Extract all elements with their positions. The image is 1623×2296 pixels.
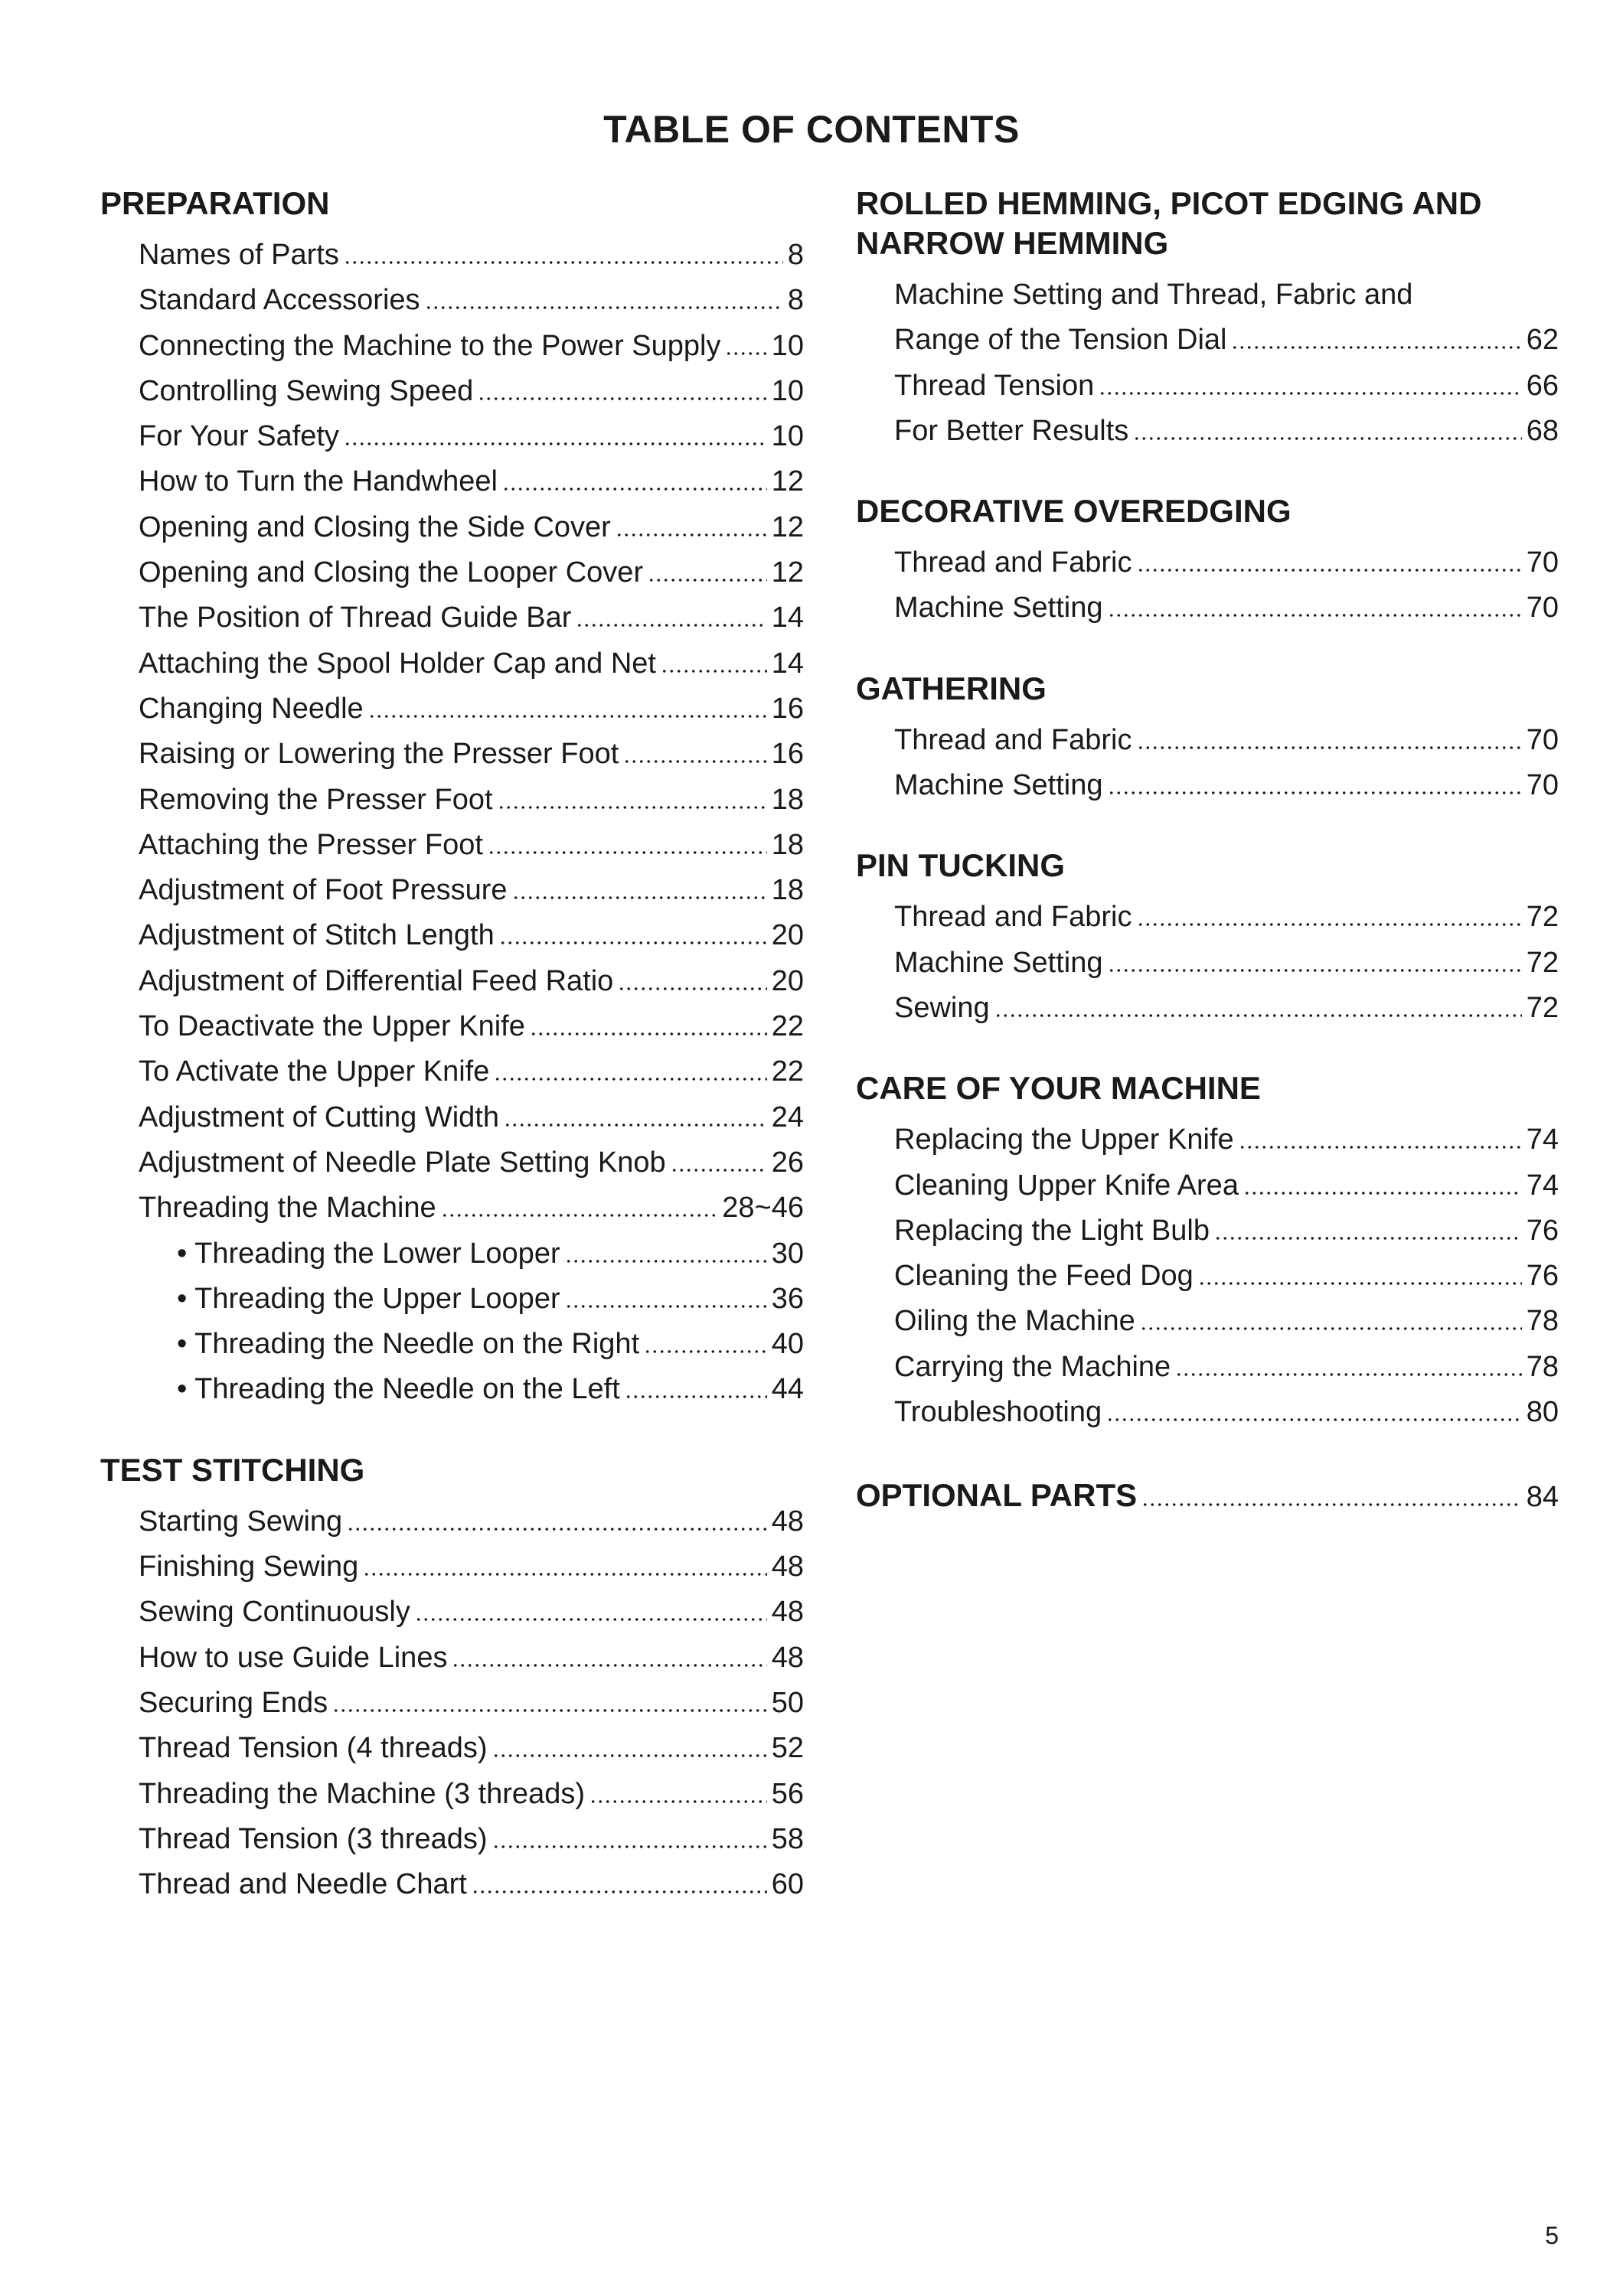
dot-leader bbox=[498, 806, 767, 809]
toc-entry-label: Machine Setting bbox=[894, 946, 1103, 979]
toc-entry-label: Starting Sewing bbox=[139, 1505, 343, 1538]
toc-entry-page: 48 bbox=[771, 1596, 804, 1629]
toc-entry[interactable] bbox=[139, 1544, 804, 1590]
toc-entry-page: 74 bbox=[1526, 1169, 1559, 1202]
toc-entry-page: 70 bbox=[1526, 546, 1559, 579]
toc-entry-label: Raising or Lowering the Presser Foot bbox=[139, 738, 619, 771]
toc-entry[interactable] bbox=[139, 1140, 804, 1186]
section-heading: ROLLED HEMMING, PICOT EDGING AND NARROW HEMMING bbox=[856, 185, 1482, 261]
toc-entry-page: 48 bbox=[771, 1551, 804, 1583]
toc-entry-page: 66 bbox=[1526, 369, 1559, 402]
toc-entry-page: 58 bbox=[771, 1822, 804, 1855]
toc-entry-label: Sewing bbox=[894, 991, 990, 1024]
toc-entry[interactable] bbox=[894, 1299, 1559, 1344]
toc-entry-label: Opening and Closing the Side Cover bbox=[139, 510, 611, 543]
toc-entry[interactable] bbox=[139, 641, 804, 687]
toc-entry-page: 10 bbox=[771, 329, 804, 362]
toc-entry[interactable] bbox=[139, 1862, 804, 1907]
toc-entry-label: • Threading the Lower Looper bbox=[177, 1237, 560, 1270]
section-heading: PREPARATION bbox=[100, 185, 330, 221]
toc-entry-page: 18 bbox=[771, 874, 804, 907]
toc-entry[interactable] bbox=[139, 1499, 804, 1544]
toc-entry-page: 68 bbox=[1526, 414, 1559, 447]
toc-section-gathering bbox=[856, 669, 1559, 809]
toc-entry-label: The Position of Thread Guide Bar bbox=[139, 602, 572, 634]
right-column bbox=[856, 184, 1559, 1518]
toc-entry-label: How to use Guide Lines bbox=[139, 1641, 448, 1674]
section-heading: DECORATIVE OVEREDGING bbox=[856, 493, 1292, 530]
toc-entry-page: 36 bbox=[771, 1282, 804, 1315]
toc-entry-page: 78 bbox=[1526, 1350, 1559, 1383]
toc-section-decorative-overedging bbox=[856, 491, 1559, 631]
toc-entry-label: OPTIONAL PARTS bbox=[856, 1477, 1138, 1514]
toc-entry-label: Thread and Fabric bbox=[894, 901, 1132, 934]
toc-entry[interactable] bbox=[139, 324, 804, 369]
toc-section-pin-tucking bbox=[856, 846, 1559, 1031]
toc-entry-label: Adjustment of Stitch Length bbox=[139, 919, 495, 952]
toc-entry-label: Attaching the Spool Holder Cap and Net bbox=[139, 647, 656, 680]
dot-leader bbox=[661, 670, 767, 673]
toc-entry-label: Adjustment of Needle Plate Setting Knob bbox=[139, 1146, 666, 1179]
toc-entry-label: • Threading the Needle on the Right bbox=[177, 1328, 640, 1361]
dot-leader bbox=[363, 1573, 766, 1576]
dot-leader bbox=[589, 1800, 767, 1803]
toc-entry-page: 44 bbox=[771, 1373, 804, 1406]
toc-entry-label: Thread Tension bbox=[894, 369, 1095, 402]
dot-leader bbox=[478, 397, 766, 400]
toc-entry-page: 18 bbox=[771, 828, 804, 861]
toc-entry[interactable] bbox=[139, 778, 804, 823]
toc-entry-page: 62 bbox=[1526, 324, 1559, 357]
toc-entry[interactable] bbox=[139, 1590, 804, 1635]
toc-entry[interactable] bbox=[894, 1163, 1559, 1208]
toc-entry-label: Opening and Closing the Looper Cover bbox=[139, 556, 644, 589]
dot-leader bbox=[504, 1124, 767, 1127]
dot-leader bbox=[1137, 569, 1522, 572]
toc-entry-label: To Deactivate the Upper Knife bbox=[139, 1010, 525, 1043]
toc-entry-page: 70 bbox=[1526, 592, 1559, 625]
dot-leader bbox=[1243, 1192, 1522, 1195]
toc-entry[interactable] bbox=[894, 763, 1559, 808]
dot-leader bbox=[441, 1214, 718, 1217]
toc-entry-page: 8 bbox=[787, 239, 804, 271]
toc-entry-label: Machine Setting bbox=[894, 769, 1103, 802]
dot-leader bbox=[530, 1032, 767, 1035]
toc-entry-label: Thread and Needle Chart bbox=[139, 1868, 467, 1901]
toc-entry-page: 70 bbox=[1526, 769, 1559, 802]
toc-entry-label: Removing the Presser Foot bbox=[139, 783, 493, 816]
toc-entry-label: How to Turn the Handwheel bbox=[139, 465, 498, 498]
dot-leader bbox=[368, 715, 767, 718]
toc-entry-page: 48 bbox=[771, 1505, 804, 1538]
toc-entry-page: 30 bbox=[771, 1237, 804, 1270]
toc-entry[interactable] bbox=[139, 823, 804, 868]
toc-entry-page: 78 bbox=[1526, 1305, 1559, 1338]
toc-entry-label: Adjustment of Cutting Width bbox=[139, 1101, 499, 1133]
dot-leader bbox=[648, 579, 767, 582]
dot-leader bbox=[494, 1078, 766, 1081]
toc-entry-label: For Your Safety bbox=[139, 420, 339, 453]
toc-entry-page: 72 bbox=[1526, 991, 1559, 1024]
dot-leader bbox=[1140, 1327, 1522, 1330]
dot-leader bbox=[332, 1709, 767, 1712]
toc-entry[interactable] bbox=[139, 550, 804, 595]
toc-entry-page: 28~46 bbox=[722, 1192, 804, 1225]
toc-entry-label: • Threading the Needle on the Left bbox=[177, 1373, 620, 1406]
toc-entry-label: Carrying the Machine bbox=[894, 1350, 1171, 1383]
toc-entry[interactable] bbox=[139, 414, 804, 459]
toc-entry-page: 26 bbox=[771, 1146, 804, 1179]
toc-entry[interactable] bbox=[139, 1186, 804, 1231]
toc-entry-page: 84 bbox=[1526, 1481, 1559, 1514]
dot-leader bbox=[344, 261, 783, 264]
dot-leader bbox=[1239, 1146, 1522, 1149]
toc-entry[interactable] bbox=[139, 732, 804, 777]
dot-leader bbox=[1137, 923, 1522, 926]
toc-entry[interactable] bbox=[139, 1726, 804, 1771]
toc-entry-label: To Activate the Upper Knife bbox=[139, 1055, 490, 1088]
toc-entry[interactable] bbox=[139, 505, 804, 550]
toc-entry[interactable] bbox=[139, 687, 804, 732]
toc-entry-label: Adjustment of Differential Feed Ratio bbox=[139, 964, 614, 997]
toc-entry-label: Securing Ends bbox=[139, 1686, 328, 1719]
toc-entry[interactable] bbox=[894, 986, 1559, 1031]
toc-entry-page: 10 bbox=[771, 374, 804, 407]
dot-leader bbox=[725, 352, 766, 355]
toc-entry[interactable] bbox=[894, 1254, 1559, 1299]
dot-leader bbox=[618, 987, 766, 990]
dot-leader bbox=[1133, 437, 1522, 440]
dot-leader bbox=[492, 1754, 767, 1757]
toc-entry-page: 8 bbox=[787, 284, 804, 317]
toc-entry-page: 16 bbox=[771, 738, 804, 771]
dot-leader bbox=[452, 1664, 766, 1667]
toc-entry[interactable] bbox=[894, 318, 1559, 363]
toc-entry-label: For Better Results bbox=[894, 414, 1129, 447]
toc-entry-page: 76 bbox=[1526, 1260, 1559, 1293]
toc-entry-page: 14 bbox=[771, 647, 804, 680]
toc-entry-page: 72 bbox=[1526, 901, 1559, 934]
dot-leader bbox=[1141, 1503, 1522, 1506]
toc-entry[interactable] bbox=[177, 1231, 804, 1277]
toc-entry[interactable] bbox=[139, 1095, 804, 1140]
toc-entry-page: 10 bbox=[771, 420, 804, 453]
dot-leader bbox=[492, 1845, 767, 1848]
toc-section-rolled-hemming-picot-edging-and-narrow-hemming bbox=[856, 184, 1559, 454]
toc-entry-label: Thread and Fabric bbox=[894, 546, 1132, 579]
dot-leader bbox=[616, 533, 767, 536]
toc-entry-page: 20 bbox=[771, 964, 804, 997]
toc-entry[interactable] bbox=[894, 1117, 1559, 1163]
dot-leader bbox=[623, 760, 766, 763]
dot-leader bbox=[565, 1260, 767, 1263]
toc-entry[interactable] bbox=[894, 718, 1559, 763]
dot-leader bbox=[1137, 746, 1522, 749]
toc-entry-page: 70 bbox=[1526, 723, 1559, 756]
toc-entry[interactable] bbox=[894, 585, 1559, 631]
toc-entry-label: Machine Setting and Thread, Fabric and bbox=[894, 279, 1413, 311]
toc-entry-page: 74 bbox=[1526, 1124, 1559, 1156]
section-heading: TEST STITCHING bbox=[100, 1451, 365, 1488]
toc-entry[interactable] bbox=[894, 364, 1559, 409]
dot-leader bbox=[671, 1169, 767, 1172]
section-heading: PIN TUCKING bbox=[856, 847, 1065, 884]
toc-entry[interactable] bbox=[177, 1367, 804, 1412]
dot-leader bbox=[1175, 1373, 1522, 1376]
dot-leader bbox=[1231, 346, 1521, 349]
toc-entry[interactable] bbox=[139, 1772, 804, 1817]
toc-entry-label: Controlling Sewing Speed bbox=[139, 374, 474, 407]
page-title: TABLE OF CONTENTS bbox=[603, 108, 1020, 151]
dot-leader bbox=[1214, 1237, 1522, 1240]
toc-entry[interactable] bbox=[894, 1345, 1559, 1390]
dot-leader bbox=[1108, 791, 1522, 794]
toc-entry-label: Cleaning the Feed Dog bbox=[894, 1260, 1194, 1293]
toc-entry[interactable] bbox=[894, 1208, 1559, 1254]
dot-leader bbox=[576, 624, 766, 627]
dot-leader bbox=[644, 1350, 767, 1353]
toc-entry-page: 12 bbox=[771, 556, 804, 589]
toc-entry-label: Threading the Machine bbox=[139, 1192, 436, 1225]
toc-entry-page: 60 bbox=[771, 1868, 804, 1901]
left-column bbox=[100, 184, 804, 1945]
toc-entry-label: Thread Tension (3 threads) bbox=[139, 1822, 488, 1855]
section-heading: CARE OF YOUR MACHINE bbox=[856, 1070, 1261, 1107]
toc-entry-label: Cleaning Upper Knife Area bbox=[894, 1169, 1239, 1202]
toc-entry-page: 14 bbox=[771, 602, 804, 634]
toc-section-preparation bbox=[100, 184, 804, 1413]
toc-entry[interactable] bbox=[894, 1390, 1559, 1435]
toc-entry-label: Thread Tension (4 threads) bbox=[139, 1732, 488, 1765]
toc-entry[interactable] bbox=[139, 595, 804, 641]
toc-entry[interactable] bbox=[894, 941, 1559, 986]
dot-leader bbox=[502, 488, 767, 491]
toc-entry-page: 76 bbox=[1526, 1214, 1559, 1247]
toc-entry-label: Threading the Machine (3 threads) bbox=[139, 1777, 585, 1810]
toc-entry-page: 80 bbox=[1526, 1396, 1559, 1429]
toc-entry-page: 24 bbox=[771, 1101, 804, 1133]
dot-leader bbox=[994, 1014, 1522, 1017]
toc-entry-page: 22 bbox=[771, 1055, 804, 1088]
toc-entry-page: 12 bbox=[771, 465, 804, 498]
toc-entry[interactable] bbox=[139, 1636, 804, 1681]
toc-entry-page: 12 bbox=[771, 510, 804, 543]
toc-entry-label: • Threading the Upper Looper bbox=[177, 1282, 560, 1315]
toc-entry-page: 20 bbox=[771, 919, 804, 952]
dot-leader bbox=[415, 1618, 767, 1621]
dot-leader bbox=[472, 1890, 767, 1893]
toc-entry-label: Range of the Tension Dial bbox=[894, 324, 1227, 357]
toc-entry[interactable] bbox=[139, 868, 804, 913]
dot-leader bbox=[1108, 969, 1522, 972]
toc-entry-page: 52 bbox=[771, 1732, 804, 1765]
toc-entry-page: 48 bbox=[771, 1641, 804, 1674]
dot-leader bbox=[499, 941, 767, 944]
toc-entry-label: Sewing Continuously bbox=[139, 1596, 410, 1629]
toc-entry-label: Names of Parts bbox=[139, 239, 339, 271]
toc-entry[interactable] bbox=[139, 1817, 804, 1862]
dot-leader bbox=[1099, 392, 1521, 395]
dot-leader bbox=[512, 896, 767, 899]
dot-leader bbox=[625, 1395, 767, 1398]
toc-entry[interactable] bbox=[139, 278, 804, 323]
toc-entry-label: Connecting the Machine to the Power Supply bbox=[139, 329, 721, 362]
toc-entry[interactable] bbox=[177, 1277, 804, 1322]
toc-entry-page: 22 bbox=[771, 1010, 804, 1043]
toc-entry[interactable] bbox=[894, 895, 1559, 940]
toc-entry-label: Standard Accessories bbox=[139, 284, 420, 317]
dot-leader bbox=[347, 1528, 767, 1531]
toc-entry-optional-parts[interactable] bbox=[856, 1473, 1559, 1518]
toc-entry-page: 16 bbox=[771, 692, 804, 725]
toc-entry-label: Replacing the Upper Knife bbox=[894, 1124, 1234, 1156]
dot-leader bbox=[1198, 1282, 1522, 1285]
toc-entry-label: Thread and Fabric bbox=[894, 723, 1132, 756]
dot-leader bbox=[488, 851, 767, 854]
toc-entry-label: Adjustment of Foot Pressure bbox=[139, 874, 508, 907]
toc-entry-label: Replacing the Light Bulb bbox=[894, 1214, 1210, 1247]
toc-section-test-stitching bbox=[100, 1450, 804, 1908]
toc-entry-label: Oiling the Machine bbox=[894, 1305, 1135, 1338]
toc-entry-label: Machine Setting bbox=[894, 592, 1103, 625]
toc-entry[interactable] bbox=[139, 459, 804, 504]
toc-entry[interactable] bbox=[139, 233, 804, 278]
dot-leader bbox=[1106, 1418, 1522, 1421]
toc-entry[interactable] bbox=[139, 959, 804, 1004]
toc-entry[interactable] bbox=[139, 369, 804, 414]
toc-entry-label: Troubleshooting bbox=[894, 1396, 1102, 1429]
dot-leader bbox=[425, 306, 783, 309]
toc-entry-page: 50 bbox=[771, 1686, 804, 1719]
toc-entry[interactable] bbox=[139, 1004, 804, 1049]
toc-entry-label: Changing Needle bbox=[139, 692, 364, 725]
toc-entry[interactable] bbox=[139, 913, 804, 958]
toc-entry-page: 18 bbox=[771, 783, 804, 816]
toc-section-care-of-your-machine bbox=[856, 1068, 1559, 1435]
toc-entry[interactable] bbox=[894, 272, 1559, 318]
page-number: 5 bbox=[1545, 2222, 1559, 2249]
section-heading: GATHERING bbox=[856, 670, 1047, 706]
toc-entry[interactable] bbox=[894, 409, 1559, 454]
dot-leader bbox=[1108, 614, 1522, 617]
toc-entry-label: Attaching the Presser Foot bbox=[139, 828, 483, 861]
toc-entry[interactable] bbox=[139, 1681, 804, 1726]
toc-entry-label: Finishing Sewing bbox=[139, 1551, 359, 1583]
dot-leader bbox=[344, 442, 767, 445]
toc-entry-page: 72 bbox=[1526, 946, 1559, 979]
toc-entry[interactable] bbox=[894, 540, 1559, 585]
toc-entry[interactable] bbox=[139, 1049, 804, 1094]
toc-entry[interactable] bbox=[177, 1322, 804, 1367]
dot-leader bbox=[565, 1305, 767, 1308]
toc-entry-page: 56 bbox=[771, 1777, 804, 1810]
toc-entry-page: 40 bbox=[771, 1328, 804, 1361]
